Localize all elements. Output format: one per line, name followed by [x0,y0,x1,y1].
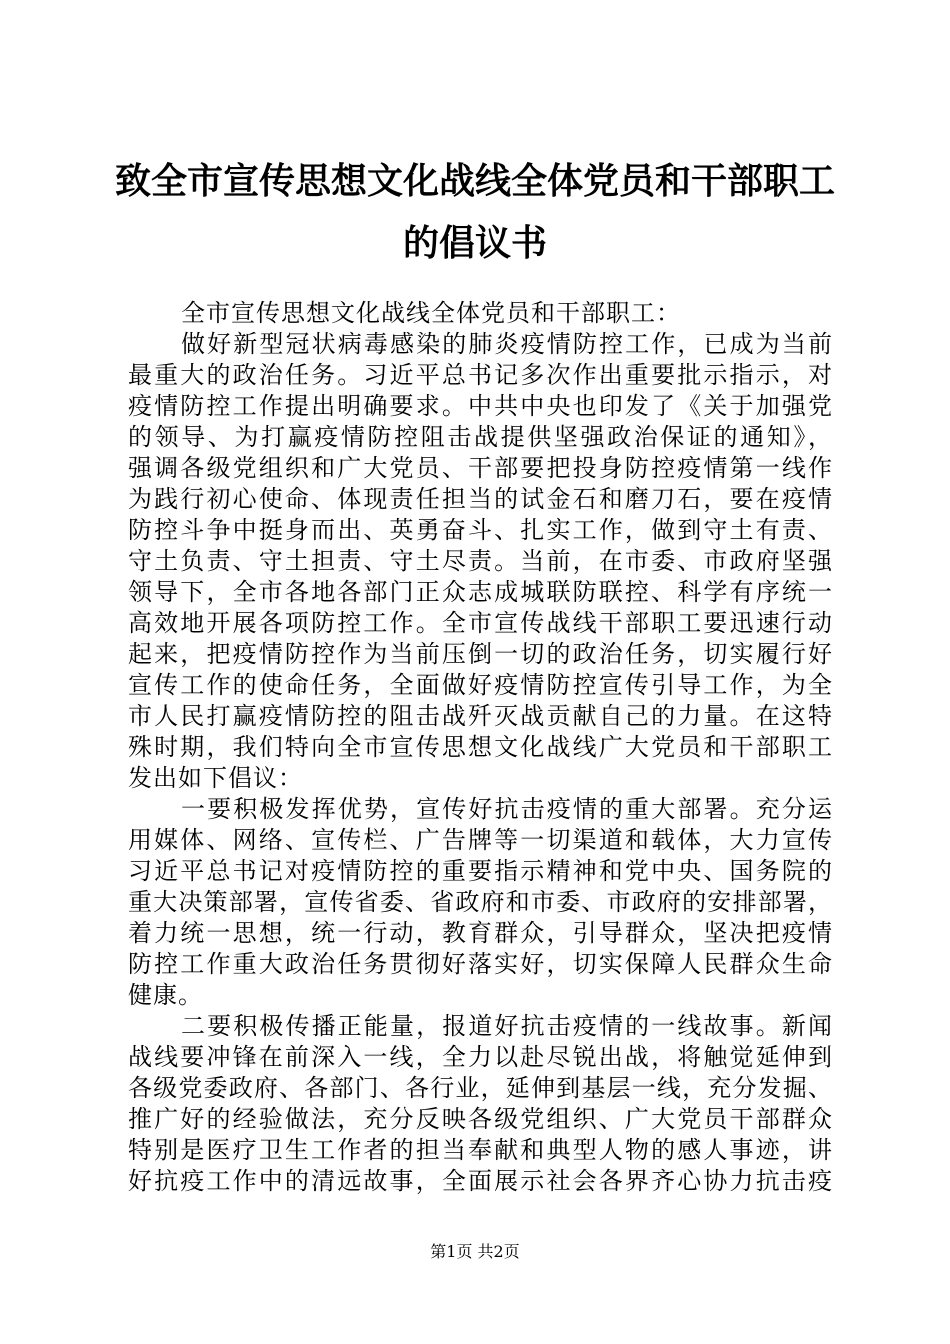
body-text-line: 高效地开展各项防控工作。全市宣传战线干部职工要迅速行动 [128,609,833,637]
body-text-line: 市人民打赢疫情防控的阻击战歼灭战贡献自己的力量。在这特 [128,702,833,730]
body-text-line: 宣传工作的使命任务，全面做好疫情防控宣传引导工作，为全 [128,671,833,699]
body-text-line: 特别是医疗卫生工作者的担当奉献和典型人物的感人事迹，讲 [128,1136,833,1164]
body-text-line: 的领导、为打赢疫情防控阻击战提供坚强政治保证的通知》， [128,423,833,451]
body-text-line: 为践行初心使命、体现责任担当的试金石和磨刀石，要在疫情 [128,485,833,513]
body-text-line: 二要积极传播正能量，报道好抗击疫情的一线故事。新闻 [181,1012,833,1040]
page-number-footer: 第1页 共2页 [430,1242,520,1261]
salutation-line: 全市宣传思想文化战线全体党员和干部职工： [181,299,681,327]
document-title-line-2: 的倡议书 [402,223,547,264]
body-text-line: 疫情防控工作提出明确要求。中共中央也印发了《关于加强党 [128,392,833,420]
body-text-line: 好抗疫工作中的清远故事，全面展示社会各界齐心协力抗击疫 [128,1167,833,1195]
body-text-line: 领导下，全市各地各部门正众志成城联防联控、科学有序统一 [128,578,833,606]
body-text-line: 着力统一思想，统一行动，教育群众，引导群众，坚决把疫情 [128,919,833,947]
body-text-line: 防控工作重大政治任务贯彻好落实好，切实保障人民群众生命 [128,950,833,978]
body-text-line: 健康。 [128,981,203,1009]
body-text-line: 战线要冲锋在前深入一线，全力以赴尽锐出战，将触觉延伸到 [128,1043,833,1071]
body-text-line: 习近平总书记对疫情防控的重要指示精神和党中央、国务院的 [128,857,833,885]
document-title-line-1: 致全市宣传思想文化战线全体党员和干部职工 [114,161,835,202]
body-text-line: 用媒体、网络、宣传栏、广告牌等一切渠道和载体，大力宣传 [128,826,833,854]
body-text-line: 做好新型冠状病毒感染的肺炎疫情防控工作，已成为当前 [181,330,833,358]
body-text-line: 强调各级党组织和广大党员、干部要把投身防控疫情第一线作 [128,454,833,482]
body-text-line: 殊时期，我们特向全市宣传思想文化战线广大党员和干部职工 [128,733,833,761]
body-text-line: 起来，把疫情防控作为当前压倒一切的政治任务，切实履行好 [128,640,833,668]
body-text-line: 发出如下倡议： [128,764,303,792]
body-text-line: 最重大的政治任务。习近平总书记多次作出重要批示指示，对 [128,361,833,389]
body-text-line: 各级党委政府、各部门、各行业，延伸到基层一线，充分发掘、 [128,1074,833,1102]
body-text-line: 防控斗争中挺身而出、英勇奋斗、扎实工作，做到守土有责、 [128,516,833,544]
body-text-line: 重大决策部署，宣传省委、省政府和市委、市政府的安排部署， [128,888,833,916]
body-text-line: 推广好的经验做法，充分反映各级党组织、广大党员干部群众 [128,1105,833,1133]
body-text-line: 守土负责、守土担责、守土尽责。当前，在市委、市政府坚强 [128,547,833,575]
body-text-line: 一要积极发挥优势，宣传好抗击疫情的重大部署。充分运 [181,795,833,823]
